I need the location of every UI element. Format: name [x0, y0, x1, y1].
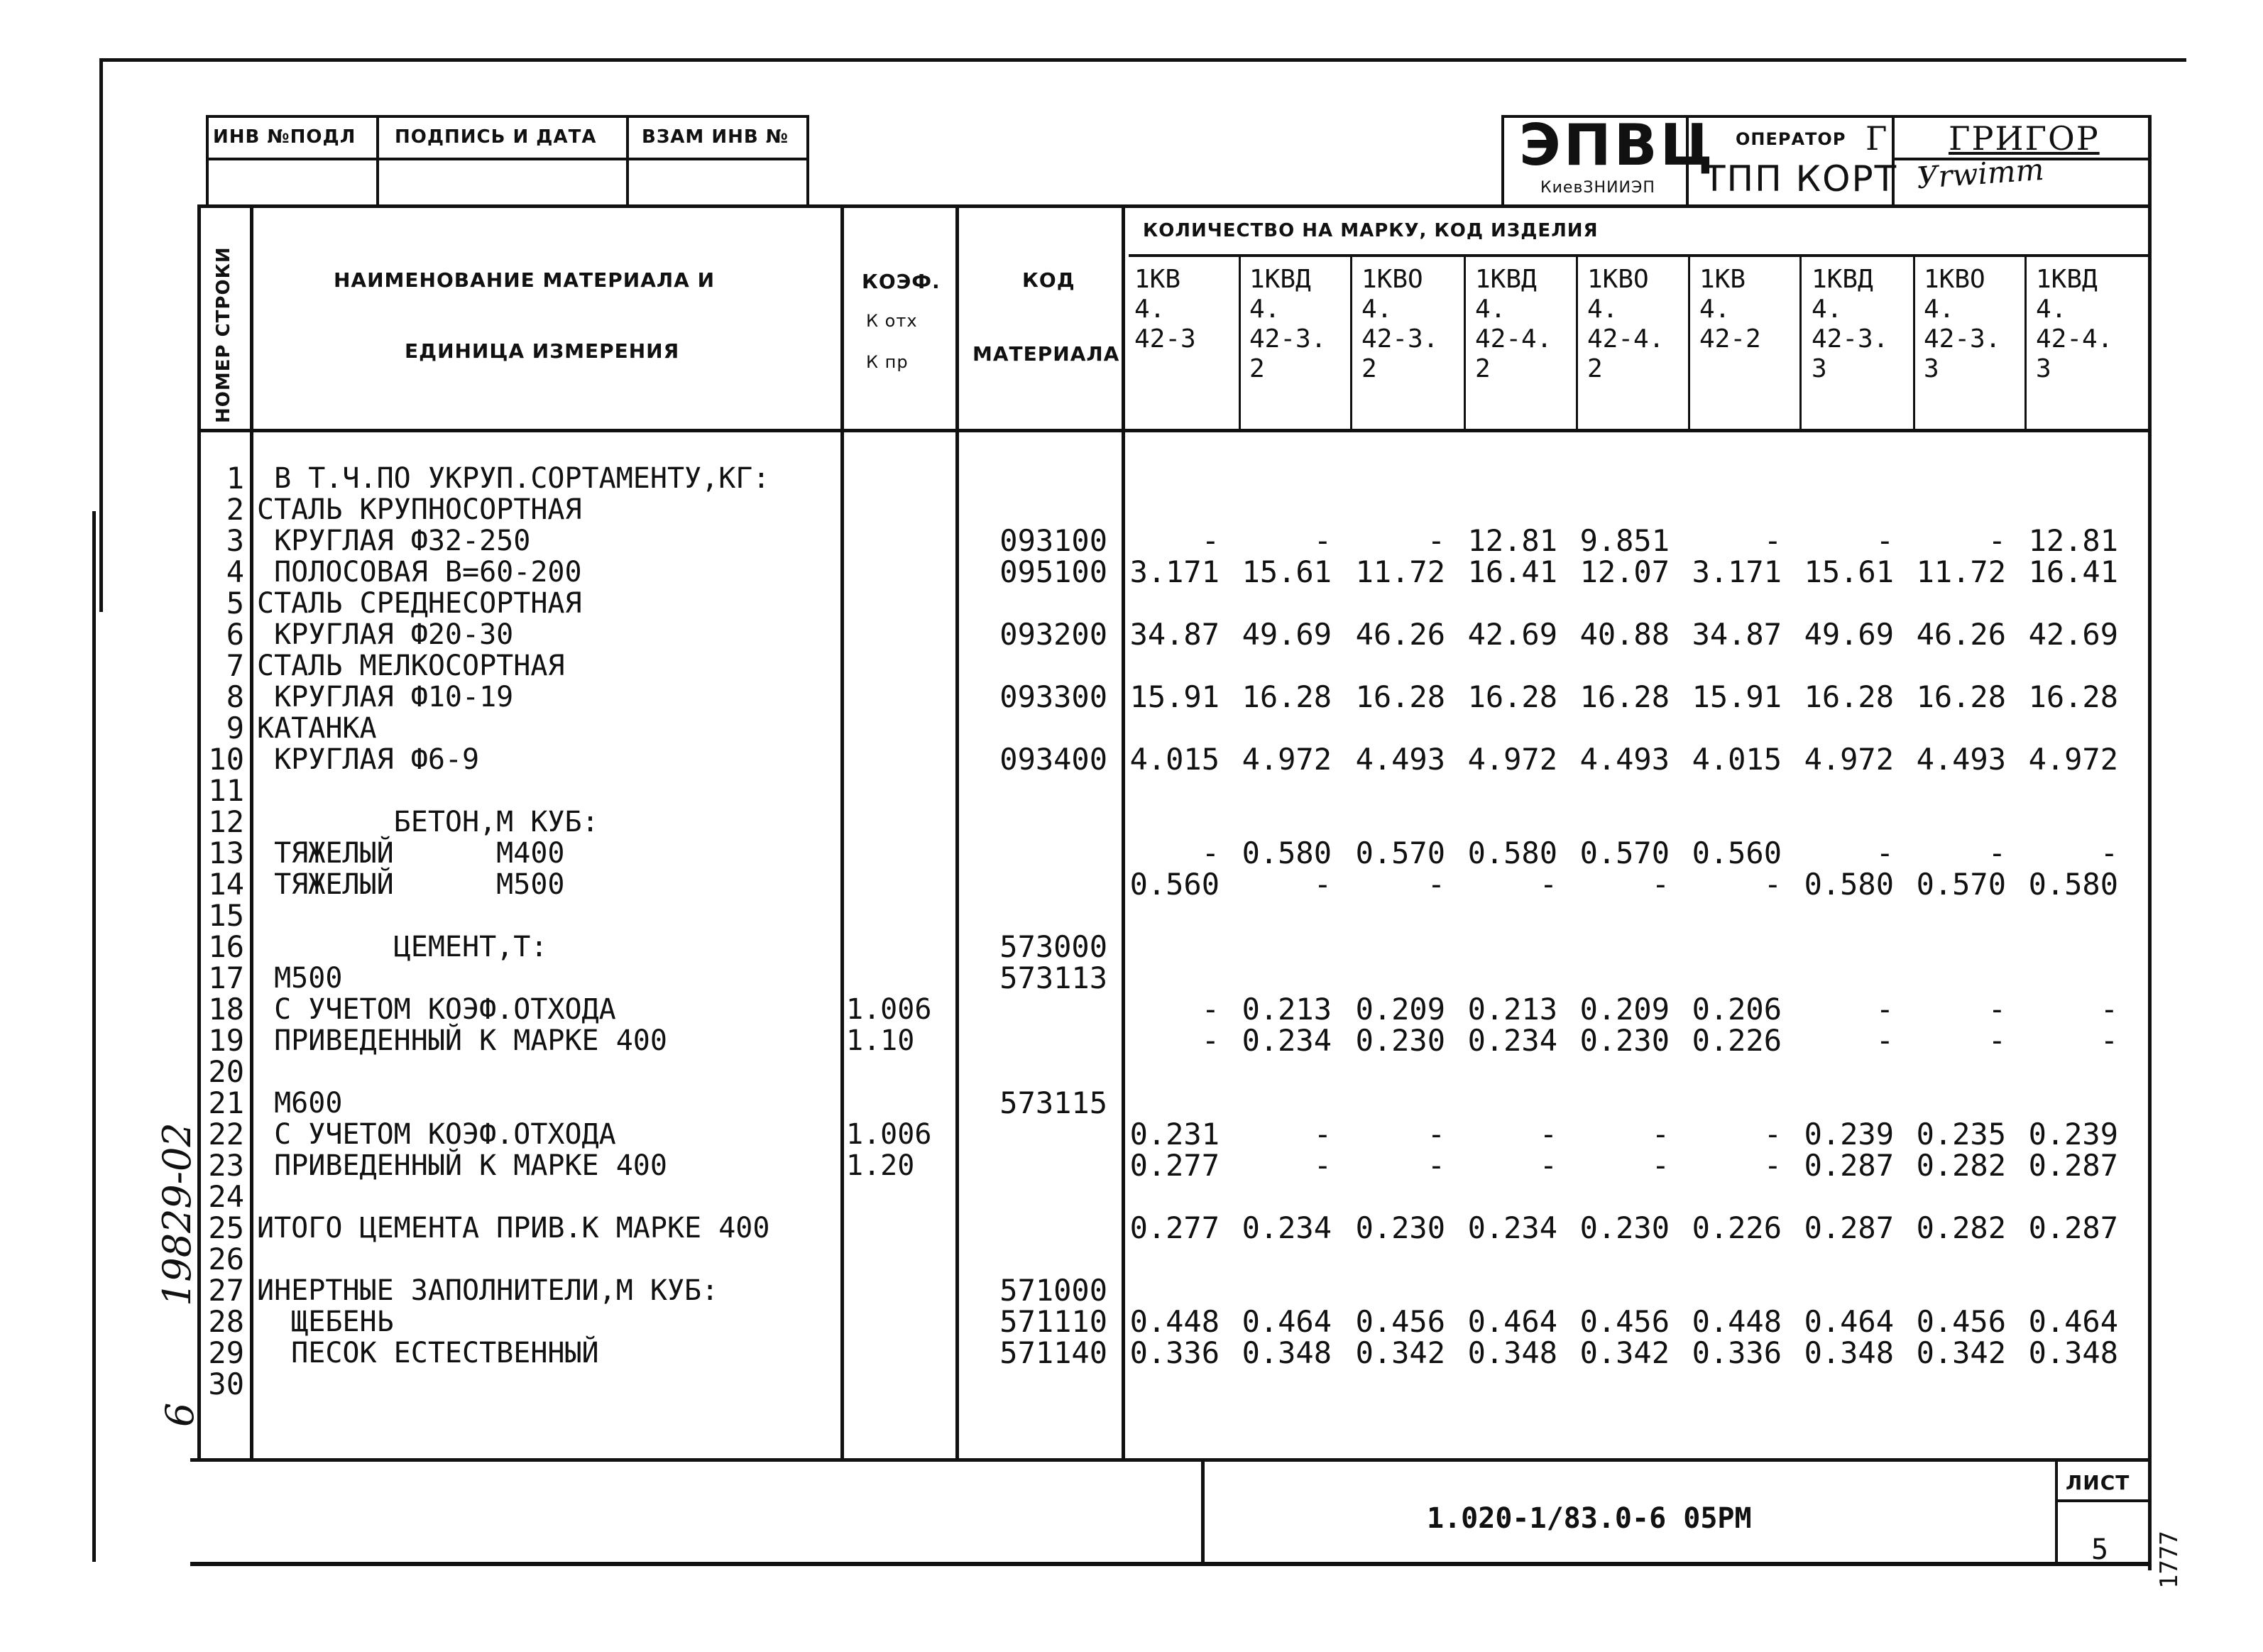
mark-col-2-line-3: 42-3. [1249, 324, 1327, 354]
row-number: 15 [208, 898, 244, 933]
qty-cell: 0.456 [1916, 1304, 2006, 1339]
qty-cell: 0.456 [1355, 1304, 1445, 1339]
org-name: ЭПВЦ [1519, 112, 1716, 178]
row-number: 28 [208, 1304, 244, 1339]
row-number: 14 [208, 867, 244, 902]
mark-col-1-line-2: 4. [1134, 295, 1166, 324]
row-number: 16 [208, 929, 244, 964]
coefficient: 1.006 [846, 1118, 932, 1151]
mark-col-7-line-3: 42-3. [1812, 324, 1889, 354]
row-number: 23 [208, 1148, 244, 1183]
material-code: 093400 [999, 742, 1107, 777]
material-code: 573115 [999, 1085, 1107, 1120]
mark-col-3-line-2: 4. [1361, 295, 1393, 324]
qty-cell: 0.464 [2028, 1304, 2118, 1339]
mark-col-3-line-3: 42-3. [1361, 324, 1439, 354]
left-margin-line [92, 511, 96, 1562]
sheet-box-left [2055, 1458, 2058, 1565]
stamp-div-1 [376, 115, 379, 204]
mark-col-9-line-4: 3 [2036, 354, 2051, 383]
row-number: 21 [208, 1085, 244, 1120]
qty-cell: - [1427, 867, 1445, 902]
material-code: 571140 [999, 1335, 1107, 1370]
qty-cell: - [2100, 992, 2118, 1027]
material-code: 095100 [999, 554, 1107, 589]
material-name: КРУГЛАЯ Ф6-9 [257, 743, 480, 776]
row-number: 30 [208, 1367, 244, 1401]
corner-mark: 1777 [2155, 1531, 2183, 1589]
stamp-frame-left [206, 115, 209, 204]
qty-cell: 16.28 [2028, 679, 2118, 714]
org-subname: КиевЗНИИЭП [1540, 179, 1655, 197]
qty-cell: 0.230 [1355, 1023, 1445, 1058]
qty-cell: 0.464 [1467, 1304, 1557, 1339]
qty-cell: 0.230 [1355, 1210, 1445, 1245]
col-line-mark-5 [1688, 254, 1690, 432]
row-number: 11 [208, 773, 244, 808]
qty-cell: 15.61 [1242, 554, 1332, 589]
mark-col-4-line-1: 1КВД [1475, 265, 1537, 294]
qty-header-line [1129, 254, 2151, 257]
qty-cell: 0.287 [2028, 1148, 2118, 1183]
qty-cell: 16.28 [1804, 679, 1894, 714]
qty-cell: - [1988, 992, 2006, 1027]
qty-cell: 0.580 [1242, 836, 1332, 870]
qty-cell: 16.28 [1355, 679, 1445, 714]
qty-cell: 3.171 [1692, 554, 1782, 589]
mark-col-7-line-1: 1КВД [1812, 265, 1873, 294]
material-name: ИТОГО ЦЕМЕНТА ПРИВ.К МАРКЕ 400 [257, 1212, 770, 1245]
row-number: 24 [208, 1179, 244, 1214]
col-line-mark-8 [2024, 254, 2027, 432]
mark-col-3-line-1: 1КВО [1361, 265, 1423, 294]
mark-col-5-line-2: 4. [1587, 295, 1618, 324]
name-header-line-2: ЕДИНИЦА ИЗМЕРЕНИЯ [405, 339, 680, 363]
qty-cell: - [1201, 992, 1220, 1027]
material-name: КРУГЛАЯ Ф20-30 [257, 618, 514, 651]
row-number: 3 [226, 523, 244, 558]
qty-cell: - [1988, 1023, 2006, 1058]
qty-cell: - [1875, 992, 1894, 1027]
qty-cell: 4.493 [1355, 742, 1445, 777]
operator-name: ГРИГОР [1949, 119, 2100, 158]
qty-cell: - [1201, 836, 1220, 870]
qty-cell: - [1313, 523, 1332, 558]
code-header-2: МАТЕРИАЛА [972, 342, 1120, 366]
qty-cell: 15.91 [1129, 679, 1220, 714]
qty-cell: - [1539, 867, 1557, 902]
qty-cell: - [1427, 1117, 1445, 1152]
qty-cell: 0.287 [1804, 1210, 1894, 1245]
material-code: 573113 [999, 961, 1107, 995]
qty-cell: 0.226 [1692, 1210, 1782, 1245]
zam-label: ВЗАМ ИНВ № [642, 126, 789, 148]
qty-cell: 0.348 [2028, 1335, 2118, 1370]
mark-col-7-line-4: 3 [1812, 354, 1827, 383]
qty-cell: 0.287 [2028, 1210, 2118, 1245]
footer-bottom-line [190, 1562, 2151, 1566]
col-line-code-left [955, 204, 959, 1461]
qty-cell: - [1763, 867, 1782, 902]
title-org-left [1501, 115, 1504, 204]
qty-cell: 0.209 [1355, 992, 1445, 1027]
row-number: 26 [208, 1242, 244, 1276]
qty-cell: - [1875, 1023, 1894, 1058]
row-number: 1 [226, 461, 244, 496]
row-number: 12 [208, 804, 244, 839]
qty-cell: 46.26 [1355, 617, 1445, 652]
qty-cell: 0.560 [1129, 867, 1220, 902]
qty-cell: 12.81 [1467, 523, 1557, 558]
qty-cell: 4.015 [1692, 742, 1782, 777]
col-line-mark-7 [1913, 254, 1915, 432]
row-number: 6 [226, 617, 244, 652]
code-header-1: КОД [1022, 268, 1075, 292]
qty-cell: 0.239 [2028, 1117, 2118, 1152]
mark-col-6-line-3: 42-2 [1699, 324, 1761, 354]
qty-cell: 16.28 [1467, 679, 1557, 714]
qty-cell: 34.87 [1129, 617, 1220, 652]
qty-cell: - [1539, 1117, 1557, 1152]
material-code: 571000 [999, 1273, 1107, 1308]
qty-cell: 0.287 [1804, 1148, 1894, 1183]
row-number: 27 [208, 1273, 244, 1308]
qty-cell: 0.342 [1355, 1335, 1445, 1370]
mark-col-3-line-4: 2 [1361, 354, 1377, 383]
qty-cell: 16.41 [1467, 554, 1557, 589]
qty-cell: 0.230 [1579, 1210, 1670, 1245]
col-line-qty-left [1122, 204, 1125, 1461]
qty-cell: - [1988, 523, 2006, 558]
qty-cell: - [1763, 1117, 1782, 1152]
operator-label: ОПЕРАТОР [1736, 129, 1846, 149]
signature: Уrwimm [1915, 151, 2045, 196]
doc-code: 1.020-1/83.0-6 05РМ [1427, 1502, 1752, 1535]
col-line-name-left [250, 204, 253, 1461]
qty-cell: - [1313, 867, 1332, 902]
col-line-coef-left [840, 204, 844, 1461]
qty-cell: 16.28 [1579, 679, 1670, 714]
row-number: 2 [226, 492, 244, 527]
mark-col-6-line-2: 4. [1699, 295, 1731, 324]
qty-cell: - [1763, 1148, 1782, 1183]
qty-cell: 0.282 [1916, 1148, 2006, 1183]
material-code: 571110 [999, 1304, 1107, 1339]
material-name: КРУГЛАЯ Ф10-19 [257, 681, 514, 713]
qty-cell: 12.07 [1579, 554, 1670, 589]
material-name: В Т.Ч.ПО УКРУП.СОРТАМЕНТУ,КГ: [257, 462, 770, 495]
col-line-mark-6 [1799, 254, 1802, 432]
col-line-mark-3 [1464, 254, 1466, 432]
material-code: 093300 [999, 679, 1107, 714]
material-name: ТЯЖЕЛЫЙ М500 [257, 868, 565, 901]
qty-cell: 0.282 [1916, 1210, 2006, 1245]
stamp-div-2 [626, 115, 629, 204]
material-name: С УЧЕТОМ КОЭФ.ОТХОДА [257, 993, 616, 1026]
footer-top-line [190, 1458, 2151, 1462]
row-number: 10 [208, 742, 244, 777]
qty-cell: 0.464 [1804, 1304, 1894, 1339]
qty-cell: - [1539, 1148, 1557, 1183]
qty-cell: 16.28 [1242, 679, 1332, 714]
qty-cell: 12.81 [2028, 523, 2118, 558]
qty-cell: - [1313, 1117, 1332, 1152]
mark-col-1-line-3: 42-3 [1134, 324, 1196, 354]
mark-col-5-line-4: 2 [1587, 354, 1603, 383]
mark-col-2-line-1: 1КВД [1249, 265, 1311, 294]
qty-cell: - [1875, 523, 1894, 558]
mark-col-5-line-1: 1КВО [1587, 265, 1649, 294]
qty-cell: 0.209 [1579, 992, 1670, 1027]
material-name: ТЯЖЕЛЫЙ М400 [257, 837, 565, 870]
qty-cell: - [1313, 1148, 1332, 1183]
row-no-header: НОМЕР СТРОКИ [213, 246, 234, 423]
name-header-line-1: НАИМЕНОВАНИЕ МАТЕРИАЛА И [334, 268, 716, 292]
qty-cell: 0.448 [1692, 1304, 1782, 1339]
mark-col-9-line-3: 42-4. [2036, 324, 2113, 354]
table-top-line [197, 204, 2151, 208]
program-name: ТПП КОРТ [1704, 158, 1898, 199]
qty-cell: - [1427, 523, 1445, 558]
qty-cell: 46.26 [1916, 617, 2006, 652]
col-line-mark-1 [1239, 254, 1241, 432]
mark-col-6-line-1: 1КВ [1699, 265, 1746, 294]
qty-cell: - [1763, 523, 1782, 558]
coef-header-1: КОЭФ. [862, 270, 941, 293]
qty-cell: - [1875, 836, 1894, 870]
qty-cell: 0.456 [1579, 1304, 1670, 1339]
qty-cell: 0.448 [1129, 1304, 1220, 1339]
material-name: М600 [257, 1087, 343, 1120]
stamp-frame-top [206, 115, 809, 118]
coefficient: 1.20 [846, 1149, 915, 1182]
material-code: 573000 [999, 929, 1107, 964]
qty-cell: 0.580 [1804, 867, 1894, 902]
row-number: 17 [208, 961, 244, 995]
material-name: СТАЛЬ КРУПНОСОРТНАЯ [257, 493, 582, 526]
qty-cell: - [1651, 1148, 1670, 1183]
qty-cell: 9.851 [1579, 523, 1670, 558]
qty-cell: 16.41 [2028, 554, 2118, 589]
qty-cell: 0.348 [1804, 1335, 1894, 1370]
material-name: ЦЕМЕНТ,Т: [257, 931, 548, 963]
qty-cell: 4.493 [1916, 742, 2006, 777]
qty-cell: 0.464 [1242, 1304, 1332, 1339]
qty-cell: 15.91 [1692, 679, 1782, 714]
material-name: ПОЛОСОВАЯ В=60-200 [257, 556, 582, 589]
qty-cell: 11.72 [1916, 554, 2006, 589]
mark-col-1-line-1: 1КВ [1134, 265, 1181, 294]
qty-cell: 0.230 [1579, 1023, 1670, 1058]
row-number: 19 [208, 1023, 244, 1058]
qty-cell: 0.560 [1692, 836, 1782, 870]
qty-cell: 0.239 [1804, 1117, 1894, 1152]
row-number: 4 [226, 554, 244, 589]
mark-col-8-line-1: 1КВО [1924, 265, 1985, 294]
coef-header-3: К пр [866, 352, 909, 372]
qty-cell: 0.570 [1579, 836, 1670, 870]
coefficient: 1.006 [846, 993, 932, 1026]
qty-cell: 0.226 [1692, 1023, 1782, 1058]
mark-col-8-line-4: 3 [1924, 354, 1939, 383]
qty-cell: - [2100, 836, 2118, 870]
inv-label: ИНВ №ПОДЛ [213, 126, 356, 148]
material-code: 093100 [999, 523, 1107, 558]
mark-col-2-line-2: 4. [1249, 295, 1281, 324]
col-line-mark-4 [1576, 254, 1578, 432]
row-number: 18 [208, 992, 244, 1027]
row-number: 22 [208, 1117, 244, 1152]
row-number: 13 [208, 836, 244, 870]
qty-cell: 0.580 [1467, 836, 1557, 870]
mark-col-8-line-3: 42-3. [1924, 324, 2001, 354]
material-name: ПРИВЕДЕННЫЙ К МАРКЕ 400 [257, 1024, 667, 1057]
mark-col-4-line-2: 4. [1475, 295, 1506, 324]
qty-cell: 34.87 [1692, 617, 1782, 652]
row-number: 5 [226, 586, 244, 620]
col-line-mark-2 [1350, 254, 1352, 432]
qty-cell: 3.171 [1129, 554, 1220, 589]
material-name: ИНЕРТНЫЕ ЗАПОЛНИТЕЛИ,М КУБ: [257, 1274, 719, 1307]
mark-col-9-line-1: 1КВД [2036, 265, 2098, 294]
mark-col-8-line-2: 4. [1924, 295, 1955, 324]
qty-cell: - [1651, 1117, 1670, 1152]
qty-header: КОЛИЧЕСТВО НА МАРКУ, КОД ИЗДЕЛИЯ [1143, 220, 1599, 241]
qty-cell: 0.277 [1129, 1148, 1220, 1183]
material-name: КАТАНКА [257, 712, 377, 745]
qty-cell: - [1201, 1023, 1220, 1058]
side-mark: 6 [158, 1402, 202, 1427]
material-name: ЩЕБЕНЬ [257, 1306, 394, 1338]
footer-divider [1201, 1458, 1205, 1565]
row-number: 7 [226, 648, 244, 683]
row-number: 20 [208, 1054, 244, 1089]
qty-cell: - [1988, 836, 2006, 870]
material-name: С УЧЕТОМ КОЭФ.ОТХОДА [257, 1118, 616, 1151]
sign-label: ПОДПИСЬ И ДАТА [395, 126, 597, 148]
qty-cell: 0.570 [1355, 836, 1445, 870]
sheet-number: 5 [2091, 1533, 2109, 1566]
qty-cell: 0.234 [1467, 1023, 1557, 1058]
mark-col-5-line-3: 42-4. [1587, 324, 1665, 354]
qty-cell: 0.234 [1467, 1210, 1557, 1245]
qty-cell: 4.493 [1579, 742, 1670, 777]
qty-cell: - [1651, 867, 1670, 902]
side-number: 19829-02 [155, 1122, 199, 1306]
material-name: СТАЛЬ МЕЛКОСОРТНАЯ [257, 650, 565, 682]
material-name: М500 [257, 962, 343, 995]
row-number: 9 [226, 711, 244, 745]
qty-cell: 15.61 [1804, 554, 1894, 589]
mark-col-4-line-4: 2 [1475, 354, 1491, 383]
qty-cell: 0.342 [1916, 1335, 2006, 1370]
mark-col-2-line-4: 2 [1249, 354, 1265, 383]
qty-cell: 4.015 [1129, 742, 1220, 777]
stamp-frame-mid [206, 158, 809, 160]
table-right-line [2148, 115, 2152, 1570]
sheet-box-mid [2055, 1499, 2151, 1502]
mark-col-7-line-2: 4. [1812, 295, 1843, 324]
coef-header-2: К отх [866, 311, 918, 331]
qty-cell: 0.235 [1916, 1117, 2006, 1152]
qty-cell: 11.72 [1355, 554, 1445, 589]
operator-mark: Г [1865, 119, 1887, 158]
qty-cell: 49.69 [1804, 617, 1894, 652]
qty-cell: 0.234 [1242, 1210, 1332, 1245]
qty-cell: 0.348 [1467, 1335, 1557, 1370]
qty-cell: 0.213 [1242, 992, 1332, 1027]
mark-col-4-line-3: 42-4. [1475, 324, 1552, 354]
header-bottom-line [197, 429, 2151, 432]
qty-cell: 4.972 [2028, 742, 2118, 777]
sheet-label: ЛИСТ [2066, 1471, 2130, 1494]
material-code: 093200 [999, 617, 1107, 652]
qty-cell: 0.234 [1242, 1023, 1332, 1058]
row-number: 29 [208, 1335, 244, 1370]
qty-cell: 0.336 [1129, 1335, 1220, 1370]
qty-cell: 42.69 [1467, 617, 1557, 652]
qty-cell: 0.580 [2028, 867, 2118, 902]
material-name: КРУГЛАЯ Ф32-250 [257, 525, 531, 557]
qty-cell: - [1427, 1148, 1445, 1183]
row-number: 25 [208, 1210, 244, 1245]
qty-cell: 42.69 [2028, 617, 2118, 652]
qty-cell: 0.231 [1129, 1117, 1220, 1152]
qty-cell: - [2100, 1023, 2118, 1058]
qty-cell: 0.206 [1692, 992, 1782, 1027]
left-border-line [99, 58, 103, 612]
qty-cell: 0.213 [1467, 992, 1557, 1027]
qty-cell: 0.277 [1129, 1210, 1220, 1245]
top-border-line [99, 58, 2186, 62]
qty-cell: 0.570 [1916, 867, 2006, 902]
qty-cell: 4.972 [1467, 742, 1557, 777]
qty-cell: 16.28 [1916, 679, 2006, 714]
qty-cell: 4.972 [1242, 742, 1332, 777]
row-number: 8 [226, 679, 244, 714]
qty-cell: 4.972 [1804, 742, 1894, 777]
qty-cell: 49.69 [1242, 617, 1332, 652]
material-name: ПРИВЕДЕННЫЙ К МАРКЕ 400 [257, 1149, 667, 1182]
qty-cell: - [1201, 523, 1220, 558]
material-name: ПЕСОК ЕСТЕСТВЕННЫЙ [257, 1337, 599, 1369]
qty-cell: 40.88 [1579, 617, 1670, 652]
qty-cell: 0.336 [1692, 1335, 1782, 1370]
coefficient: 1.10 [846, 1024, 915, 1057]
qty-cell: 0.342 [1579, 1335, 1670, 1370]
stamp-frame-right [806, 115, 809, 204]
qty-cell: 0.348 [1242, 1335, 1332, 1370]
material-name: БЕТОН,М КУБ: [257, 806, 599, 838]
mark-col-9-line-2: 4. [2036, 295, 2067, 324]
material-name: СТАЛЬ СРЕДНЕСОРТНАЯ [257, 587, 582, 620]
